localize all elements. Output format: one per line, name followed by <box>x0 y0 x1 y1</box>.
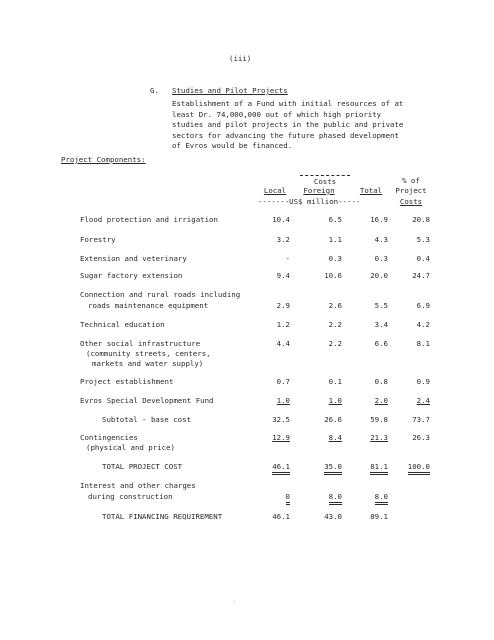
cell-total: 0.3 <box>374 254 388 263</box>
cell-foreign: 0.1 <box>328 377 342 386</box>
cell-local: 0.7 <box>276 377 290 386</box>
cell-pct <box>392 397 430 404</box>
pct-header-line2: Project <box>395 186 427 195</box>
cell-pct: 20.8 <box>412 215 430 224</box>
cell-total <box>350 397 388 404</box>
cell-value: 8.4 <box>328 433 342 442</box>
costs-header: Costs <box>300 175 350 185</box>
paragraph-line: of Evros would be financed. <box>172 141 293 150</box>
cell-total: 89.1 <box>370 512 388 521</box>
row-label: Subtotal - base cost <box>102 415 191 424</box>
cell-local <box>252 397 290 404</box>
row-label: Forestry <box>80 235 116 244</box>
cell-value: 46.1 <box>272 462 290 475</box>
section-letter: G. <box>150 86 159 95</box>
cell-pct: 0.9 <box>416 377 430 386</box>
cell-local: 9.4 <box>276 271 290 280</box>
row-label-cont: (community streets, centers, <box>86 349 211 358</box>
cell-local <box>252 463 290 470</box>
cell-pct <box>392 463 430 470</box>
cell-foreign: 0.3 <box>328 254 342 263</box>
row-label: Flood protection and irrigation <box>80 215 218 224</box>
section-paragraph <box>172 99 403 152</box>
cell-foreign <box>296 493 342 500</box>
row-label-cont: markets and water supply) <box>92 359 204 368</box>
cell-pct: 4.2 <box>416 320 430 329</box>
cell-value: 8.0 <box>329 492 342 505</box>
cell-value: 2.0 <box>374 396 388 405</box>
cell-pct: 0.4 <box>416 254 430 263</box>
cell-local: 4.4 <box>276 339 290 348</box>
pct-header-line1: % of <box>402 176 420 185</box>
components-heading: Project Components: <box>61 155 146 164</box>
row-label: Interest and other charges <box>80 481 196 490</box>
cell-total: 6.6 <box>374 339 388 348</box>
cell-local: - <box>285 254 290 263</box>
row-label: Evros Special Development Fund <box>80 396 214 405</box>
cell-value: 1.0 <box>276 396 290 405</box>
col-costs-header: Costs <box>399 197 423 206</box>
units-row: -------US$ million----- <box>258 197 361 206</box>
cell-value: 21.3 <box>370 433 388 442</box>
paragraph-line: studies and pilot projects in the public and private <box>172 120 404 129</box>
cell-value: 0 <box>286 492 290 505</box>
cell-pct: 6.9 <box>416 301 430 310</box>
cell-pct: 73.7 <box>412 415 430 424</box>
cell-foreign <box>296 397 342 404</box>
cell-value: 8.0 <box>375 492 388 505</box>
cell-foreign: 2.2 <box>328 339 342 348</box>
row-label: Sugar factory extension <box>80 271 183 280</box>
cell-foreign: 1.1 <box>328 235 342 244</box>
cell-local: 3.2 <box>276 235 290 244</box>
paragraph-line: sectors for advancing the future phased development <box>172 130 399 140</box>
cell-value: 1.0 <box>328 396 342 405</box>
cell-foreign: 43.0 <box>324 512 342 521</box>
cell-foreign: 26.6 <box>324 415 342 424</box>
cell-total <box>350 463 388 470</box>
cell-total <box>350 493 388 500</box>
cell-foreign: 10.6 <box>324 271 342 280</box>
cell-foreign: 6.5 <box>328 215 342 224</box>
row-label-cont: during construction <box>88 492 173 501</box>
cell-local <box>252 434 290 441</box>
cell-total: 5.5 <box>374 301 388 310</box>
col-local-header: Local <box>263 186 287 195</box>
cell-value: 12.9 <box>272 433 290 442</box>
paragraph-line: Establishment of a Fund with initial resources of at <box>172 99 404 108</box>
cell-local: 1.2 <box>276 320 290 329</box>
cell-value: 35.0 <box>324 462 342 475</box>
cell-local: 2.9 <box>276 301 290 310</box>
cell-foreign: 2.2 <box>328 320 342 329</box>
cell-total: 20.0 <box>370 271 388 280</box>
row-label-cont: (physical and price) <box>86 443 175 452</box>
row-label: TOTAL FINANCING REQUIREMENT <box>102 512 223 521</box>
cell-pct: 24.7 <box>412 271 430 280</box>
col-foreign-header: Foreign <box>303 186 335 195</box>
cell-total: 4.3 <box>374 235 388 244</box>
cell-total: 16.9 <box>370 215 388 224</box>
row-label: Project establishment <box>80 377 174 386</box>
cell-pct: 26.3 <box>412 433 430 442</box>
section-title: Studies and Pilot Projects <box>172 86 288 95</box>
scan-speck <box>234 601 235 602</box>
row-label: TOTAL PROJECT COST <box>102 462 183 471</box>
row-label-cont: roads maintenance equipment <box>88 301 209 310</box>
cell-local: 32.5 <box>272 415 290 424</box>
cell-local <box>252 493 290 500</box>
col-total-header: Total <box>359 186 383 195</box>
cell-local: 46.1 <box>272 512 290 521</box>
cell-total: 59.8 <box>370 415 388 424</box>
row-label: Other social infrastructure <box>80 339 201 348</box>
cell-pct: 5.3 <box>416 235 430 244</box>
paragraph-line: least Dr. 74,000,000 out of which high priority <box>172 109 382 119</box>
cell-total <box>350 434 388 441</box>
row-label: Technical education <box>80 320 165 329</box>
cell-value: 81.1 <box>370 462 388 475</box>
page-number: (iii) <box>229 54 252 63</box>
cell-foreign: 2.6 <box>328 301 342 310</box>
row-label: Extension and veterinary <box>80 254 187 263</box>
cell-value: 2.4 <box>416 396 430 405</box>
cell-foreign <box>296 463 342 470</box>
row-label: Connection and rural roads including <box>80 290 241 299</box>
cell-local: 10.4 <box>272 215 290 224</box>
cell-total: 0.8 <box>374 377 388 386</box>
cell-pct: 8.1 <box>416 339 430 348</box>
cell-foreign <box>296 434 342 441</box>
row-label: Contingencies <box>80 433 138 442</box>
cell-total: 3.4 <box>374 320 388 329</box>
cell-value: 100.0 <box>408 462 430 475</box>
